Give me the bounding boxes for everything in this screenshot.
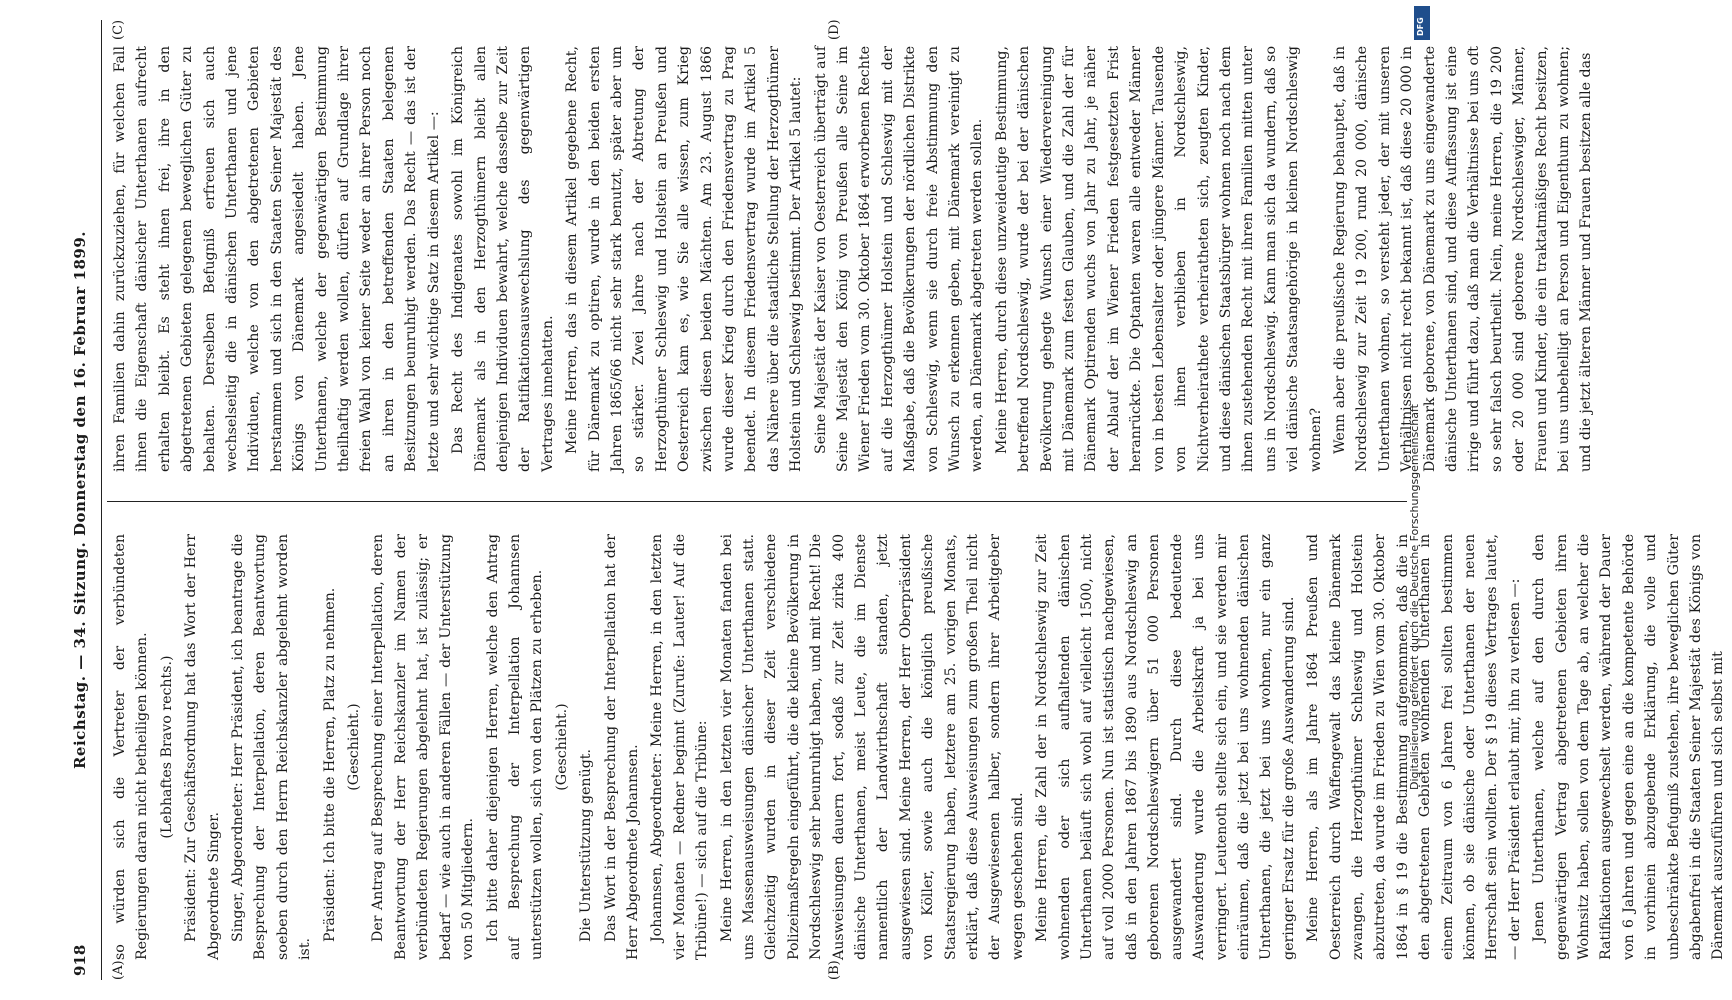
paragraph: (Geschieht.)	[553, 703, 570, 791]
paragraph: so würden sich die Vertreter der verbündeten Regierungen daran nicht betheiligen können.	[112, 534, 151, 960]
margin-marker-a: (A)	[111, 960, 126, 980]
digitization-credit	[1408, 10, 1432, 790]
paragraph: Wenn aber die preußische Regierung behauptet, daß in Nordschleswig zur Zeit 19 200, rund 20 000, dänische Unterthanen wohnen, so versteht jeder, der mit unseren Verhältnissen nicht recht bekannt ist, daß diese 20 000 in Dänemark geborene, von Dänemark zu uns eingewanderte dänische Unterthanen sind, und diese Auffassung ist eine irrige und führt dazu, daß man die Verhältnisse bei uns oft so sehr falsch beurtheilt. Nein, meine Herren, die 19 200 oder 20 000 sind geborene Nordschleswiger, Männer, Frauen und Kinder, die ein traktatmäßiges Recht besitzen, bei uns unbehelligt an Person und Eigenthum zu wohnen; und die jetzt älteren Männer und Frauen besitzen alle das	[1331, 46, 1595, 472]
paragraph: Der Antrag auf Besprechung einer Interpellation, deren Beantwortung der Herr Reichskanzler im Namen der verbündeten Regierungen abgelehnt hat, ist zulässig; er bedarf — wie auch in anderen Fällen — der Unterstützung von 50 Mitgliedern.	[370, 534, 477, 960]
credit-text: Digitalisierung gefördert durch die Deutsche Forschungsgemeinschaft	[1408, 404, 1421, 790]
margin-marker-d: (D)	[827, 19, 842, 40]
paragraph: Die Unterstützung genügt.	[578, 749, 595, 942]
running-title: Reichstag. — 34. Sitzung. Donnerstag den 16. Februar 1899.	[71, 230, 89, 770]
paragraph: (Geschieht.)	[346, 703, 363, 791]
paragraph: Das Wort in der Besprechung der Interpellation hat der Herr Abgeordnete Johannsen.	[602, 534, 641, 960]
paragraph: Das Recht des Indigenates sowohl im Königreich Dänemark als in den Herzogthümern bleibt allen denjenigen Individuen bewahrt, welche dasselbe zur Zeit der Ratifikationsauswechslung des gegenwärtigen Vertrages innehatten.	[450, 46, 556, 472]
paragraph: Meine Herren, durch diese unzweideutige Bestimmung, betreffend Nordschleswig, wurde der bei der dänischen Bevölkerung gehegte Wunsch einer Wiedervereinigung mit Dänemark zum festen Glauben, und die Zahl der für Dänemark Optirenden wuchs von Jahr zu Jahr, je näher der Ablauf der im Wiener Frieden festgesetzten Frist heranrückte. Die Optanten waren alle entweder Männer von in besten Lebensalter oder jüngere Männer. Tausende von ihnen verblieben in Nordschleswig, Nichtverheirathete verheiratheten sich, zeugten Kinder, und diese dänischen Staatsbürger wohnen noch nach dem ihnen zustehenden Recht mit ihren Familien mitten unter uns in Nordschleswig. Kann man sich da wundern, daß so viel dänische Staatsangehörige in kleinen Nordschleswig wohnen?	[993, 46, 1324, 472]
paragraph: Meine Herren, als im Jahre 1864 Preußen und Oesterreich durch Waffengewalt das kleine Dänemark zwangen, die Herzogthümer Schleswig und Holstein abzutreten, da wurde im Frieden zu Wien vom 30. Oktober 1864 in § 19 die Bestimmung aufgenommen, daß die in den abgetretenen Gebieten wohnenden Unterthanen in einem Zeitraum von 6 Jahren frei sollten bestimmen können, ob sie dänische oder Unterthanen der neuen Herrschaft sein wollten. Der § 19 dieses Vertrages lautet, — der Herr Präsident erlaubt mir, ihn zu verlesen —:	[1305, 534, 1523, 960]
right-column	[109, 46, 1600, 472]
paragraph: Meine Herren, in den letzten vier Monaten fanden bei uns Massenausweisungen dänischer Unterthanen statt. Gleichzeitig wurden in dieser Zeit verschiedene Polizeimaßregeln eingeführt, die die kleine Bevölkerung in Nordschleswig sehr beunruhigt haben, und mit Recht! Die Ausweisungen dauern fort, sodaß zur Zeit zirka 400 dänische Unterthanen, meist Leute, die im Dienste namentlich der Landwirthschaft standen, jetzt ausgewiesen sind. Meine Herren, der Herr Oberpräsident von Köller, sowie auch die königlich preußische Staatsregierung haben, letztere am 25. vorigen Monats, erklärt, daß diese Ausweisungen zum großen Theil nicht der Ausgewiesenen halber, sondern ihrer Arbeitgeber wegen geschehen sind.	[718, 534, 1026, 960]
paragraph: Singer, Abgeordneter: Herr Präsident, ich beantrage die Besprechung der Interpellation, deren Beantwortung soeben durch den Herrn Reichskanzler abgelehnt worden ist.	[230, 534, 314, 960]
paragraph: Jenen Unterthanen, welche auf den durch den gegenwärtigen Vertrag abgetretenen Gebieten ihren Wohnsitz haben, sollen von dem Tage ab, an welcher die Ratifikationen ausgewechselt werden, während der Dauer von 6 Jahren und gegen eine an die kompetente Behörde in vorhinein abzugebende Erklärung, die volle und unbeschränkte Befugniß zustehen, ihre beweglichen Güter abgabenfrei in die Staaten Seiner Majestät des Königs von Dänemark auszuführen und sich selbst mit	[1531, 534, 1727, 960]
page-header	[57, 20, 102, 980]
dfg-logo-text: DFG	[1416, 17, 1425, 36]
paragraph: Meine Herren, das in diesem Artikel gegebene Recht, für Dänemark zu optiren, wurde in den beiden ersten Jahren 1865/66 nicht sehr stark benutzt, später aber um so stärker. Zwei Jahre nach der Abtretung der Herzogthümer Schleswig und Holstein an Preußen und Oesterreich kam es, wie Sie alle wissen, zum Krieg zwischen diesen beiden Mächten. Am 23. August 1866 wurde dieser Krieg durch den Friedensvertrag zu Prag beendet. In diesem Friedensvertrag wurde im Artikel 5 das Nähere über die staatliche Stellung der Herzogthümer Holstein und Schleswig bestimmt. Der Artikel 5 lautet:	[564, 46, 805, 472]
margin-marker-c: (C)	[111, 19, 126, 40]
page-number: 918	[71, 944, 89, 976]
dfg-logo	[1414, 6, 1430, 40]
paragraph: Johannsen, Abgeordneter: Meine Herren, in den letzten vier Monaten — Redner beginnt (Zurufe: Lauter! Auf die Tribüne!) — sich auf die Tribüne:	[649, 534, 711, 960]
paragraph: Präsident: Zur Geschäftsordnung hat das Wort der Herr Abgeordnete Singer.	[183, 534, 222, 960]
paragraph: Meine Herren, die Zahl der in Nordschleswig zur Zeit wohnenden oder sich aufhaltenden dänischen Unterthanen beläuft sich wohl auf vielleicht 1500, nicht auf voll 2000 Personen. Nun ist statistisch nachgewiesen, daß in den Jahren 1867 bis 1890 aus Nordschleswig an geborenen Nordschleswigern über 51 000 Personen ausgewandert sind. Durch diese bedeutende Auswanderung wurde die Arbeitskraft ja bei uns verringert. Leutenoth stellte sich ein, und sie werden mir einräumen, daß die jetzt bei uns wohnenden dänischen Unterthanen, die jetzt bei uns wohnen, nur ein ganz geringer Ersatz für die große Auswanderung sind.	[1034, 534, 1297, 960]
paragraph: ihren Familien dahin zurückzuziehen, für welchen Fall ihnen die Eigenschaft dänischer Unterthanen aufrecht erhalten bleibt. Es steht ihnen frei, ihre in den abgetretenen Gebieten gelegenen beweglichen Güter zu behalten. Derselben Befugniß erfreuen sich auch wechselseitig die in dänischen Unterthanen und jene Individuen, welche von den abgetretenen Gebieten herstammen und sich in den Staaten Seiner Majestät des Königs von Dänemark angesiedelt haben. Jene Unterthanen, welche der gegenwärtigen Bestimmung theilhaftig werden wollen, dürfen auf Grundlage ihrer freien Wahl von keiner Seite weder an ihrer Person noch an ihren in den betreffenden Staaten belegenen Besitzungen beunruhigt werden. Das Recht — das ist der letzte und sehr wichtige Satz in diesem Artikel —:	[112, 46, 442, 472]
left-column	[109, 534, 1732, 960]
paragraph: Ich bitte daher diejenigen Herren, welche den Antrag auf Besprechung der Interpellation Johannsen unterstützen wollen, sich von den Plätzen zu erheben.	[484, 534, 546, 960]
column-divider	[107, 501, 1407, 502]
margin-marker-b: (B)	[827, 960, 842, 980]
paragraph: (Lebhaftes Bravo rechts.)	[158, 655, 175, 839]
paragraph: Seine Majestät der Kaiser von Oesterreich überträgt auf Seine Majestät den König von Preußen alle Seine im Wiener Frieden vom 30. Oktober 1864 erworbenen Rechte auf die Herzogthümer Holstein und Schleswig mit der Maßgabe, daß die Bevölkerungen der nördlichen Distrikte von Schleswig, wenn sie durch freie Abstimmung den Wunsch zu erkennen geben, mit Dänemark vereinigt zu werden, an Dänemark abgetreten werden sollen.	[812, 46, 986, 472]
paragraph: Präsident: Ich bitte die Herren, Platz zu nehmen.	[321, 587, 338, 942]
